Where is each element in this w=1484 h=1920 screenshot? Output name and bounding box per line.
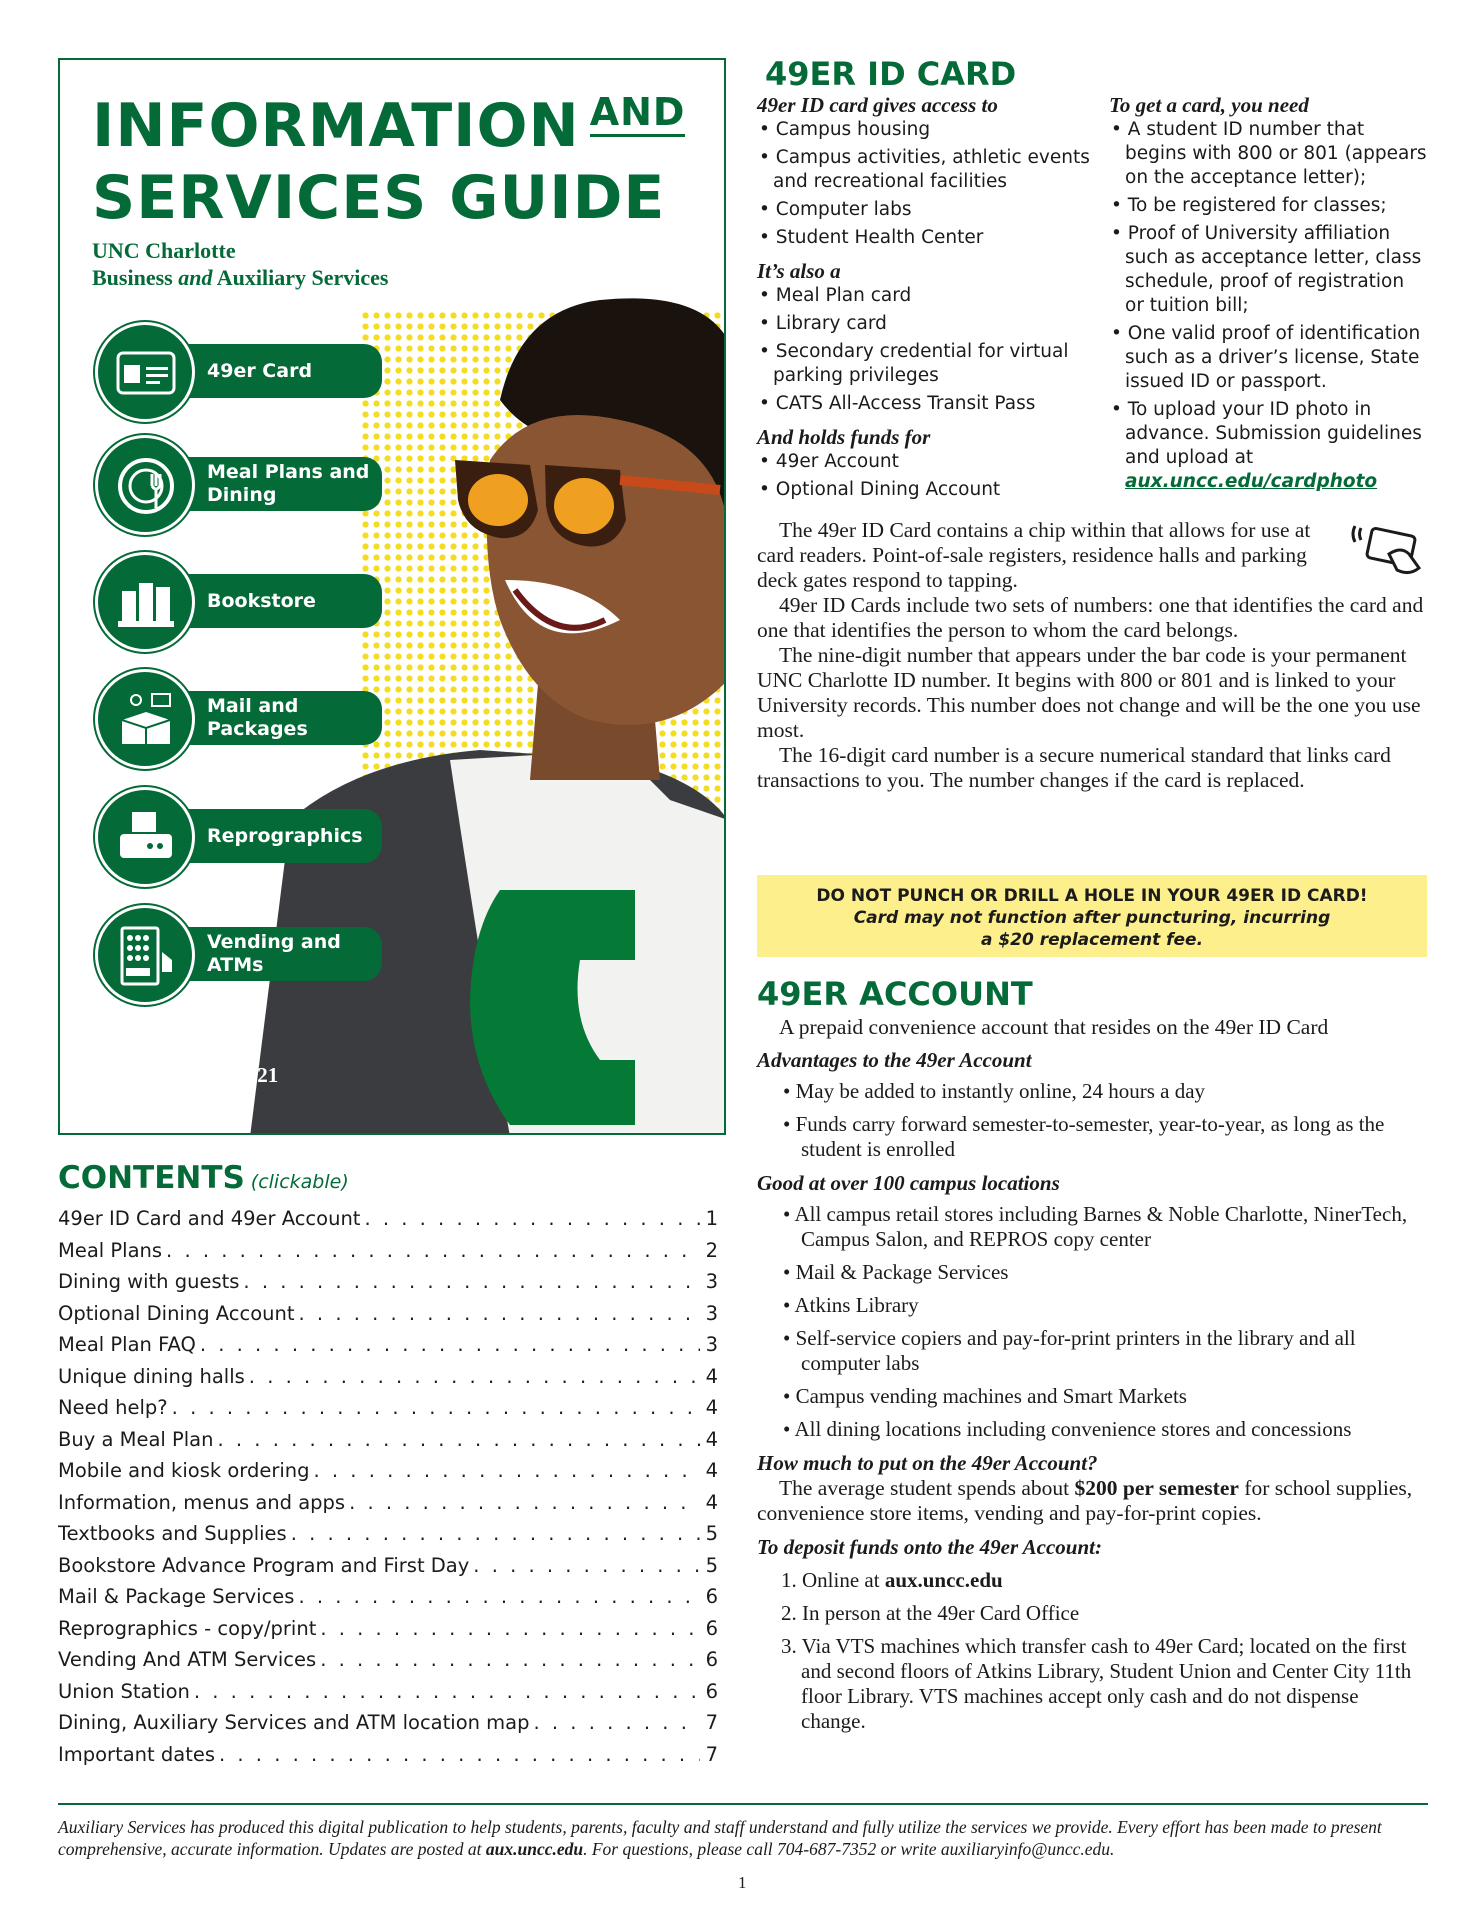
toc-label: Optional Dining Account <box>58 1301 295 1325</box>
deposit-item: 1. Online at aux.uncc.edu <box>781 1568 1003 1592</box>
advantage-item: • Funds carry forward semester-to-semester, year-to-year, as long as the student is enrolled <box>779 1112 1427 1162</box>
id-card-left-col <box>757 92 1095 506</box>
toc-page: 7 <box>705 1742 718 1766</box>
toc-leader <box>299 1302 700 1325</box>
title-line-1: INFORMATION <box>92 91 580 161</box>
toc-leader <box>534 1711 700 1734</box>
cardphoto-link[interactable]: aux.uncc.edu/cardphoto <box>1125 471 1378 492</box>
toc-label: 49er ID Card and 49er Account <box>58 1207 361 1231</box>
toc-leader <box>298 1585 700 1608</box>
footer-text <box>58 1816 1428 1860</box>
toc-page: 4 <box>705 1396 718 1420</box>
advantage-item: • May be added to instantly online, 24 hours a day <box>779 1079 1427 1104</box>
advantages-heading: Advantages to the 49er Account <box>757 1048 1032 1072</box>
how-much-b: for school supplies, convenience store items, vending and pay-for-print copies. <box>757 1476 1413 1525</box>
toc-page: 1 <box>705 1207 718 1231</box>
title-and: AND <box>590 90 686 137</box>
toc-page: 4 <box>705 1427 718 1451</box>
service-label: Vending and ATMs <box>155 927 382 981</box>
also-item: • Secondary credential for virtual parking privileges <box>757 340 1095 388</box>
toc-entry[interactable] <box>58 1392 718 1424</box>
toc-entry[interactable] <box>58 1329 718 1361</box>
toc-leader <box>473 1554 700 1577</box>
toc-entry[interactable] <box>58 1235 718 1267</box>
access-item: • Student Health Center <box>757 226 1095 250</box>
footer-text-b: . For questions, please call 704-687-7352 or write auxiliaryinfo@uncc.edu. <box>583 1839 1115 1859</box>
how-much-heading: How much to put on the 49er Account? <box>757 1451 1098 1475</box>
warning-line-1: DO NOT PUNCH OR DRILL A HOLE IN YOUR 49ER ID CARD! <box>816 886 1368 906</box>
cover-panel <box>58 58 726 1135</box>
funds-item: • Optional Dining Account <box>757 478 1095 502</box>
toc-entry[interactable] <box>58 1707 718 1739</box>
toc-entry[interactable] <box>58 1203 718 1235</box>
toc-leader <box>320 1617 700 1640</box>
account-intro: A prepaid convenience account that resides on the 49er ID Card <box>779 1015 1329 1039</box>
service-label: 49er Card <box>155 344 382 398</box>
access-list <box>757 118 1095 250</box>
toc-label: Textbooks and Supplies <box>58 1522 287 1546</box>
toc-entry[interactable] <box>58 1424 718 1456</box>
toc-label: Bookstore Advance Program and First Day <box>58 1553 470 1577</box>
deposit-item: 2. In person at the 49er Card Office <box>781 1601 1080 1625</box>
need-item: • A student ID number that begins with 800 or 801 (appears on the acceptance letter); <box>1109 118 1427 190</box>
service-label: Reprographics <box>155 809 382 863</box>
need-list <box>1109 118 1427 394</box>
location-item: • All campus retail stores including Barnes & Noble Charlotte, NinerTech, Campus Salon, and REPROS copy center <box>779 1202 1427 1252</box>
toc-label: Important dates <box>58 1742 215 1766</box>
toc-page: 4 <box>705 1364 718 1388</box>
toc-leader <box>166 1239 700 1262</box>
toc-label: Need help? <box>58 1396 168 1420</box>
org-line-2 <box>92 264 388 291</box>
id-paragraph-4: The 16-digit card number is a secure numerical standard that links card transactions to you. The number changes if the card is replaced. <box>757 743 1391 792</box>
page-number: 1 <box>738 1873 747 1892</box>
id-card-right-col <box>1109 92 1427 506</box>
package-icon <box>95 669 195 769</box>
id-paragraph-3: The nine-digit number that appears under the bar code is your permanent UNC Charlotte ID number. It begins with 800 or 801 and is linked to your University records. This number does not change and will be the one you use most. <box>757 643 1421 742</box>
vending-machine-icon <box>95 905 195 1005</box>
funds-list <box>757 450 1095 502</box>
toc-page: 5 <box>705 1553 718 1577</box>
id-card-heading: 49ER ID CARD <box>765 55 1017 93</box>
toc-page: 7 <box>705 1711 718 1735</box>
service-label: Meal Plans and Dining <box>155 457 382 511</box>
access-item: • Campus activities, athletic events and recreational facilities <box>757 146 1095 194</box>
access-heading: 49er ID card gives access to <box>757 93 998 117</box>
tap-card-icon <box>1349 524 1427 576</box>
contents-title <box>58 1160 349 1196</box>
need-item: • Proof of University affiliation such as acceptance letter, class schedule, proof of registration or tuition bill; <box>1109 222 1427 318</box>
id-paragraph-1: The 49er ID Card contains a chip within that allows for use at card readers. Point-of-sale registers, residence halls and parking deck gates respond to tapping. <box>757 518 1311 592</box>
toc-label: Unique dining halls <box>58 1364 245 1388</box>
org-auxiliary: Auxiliary Services <box>212 265 389 290</box>
also-item: • Meal Plan card <box>757 284 1095 308</box>
toc-page: 3 <box>705 1270 718 1294</box>
deposit-url[interactable]: aux.uncc.edu <box>884 1568 1003 1592</box>
toc-entry[interactable] <box>58 1550 718 1582</box>
locations-list <box>757 1202 1427 1442</box>
toc-leader <box>172 1396 700 1419</box>
books-icon <box>95 552 195 652</box>
how-much-a: The average student spends about <box>779 1476 1075 1500</box>
id-card-icon <box>95 322 195 422</box>
org-and: and <box>178 265 213 290</box>
org-line-1: UNC Charlotte <box>92 238 236 263</box>
need-item: • To be registered for classes; <box>1109 194 1427 218</box>
cover-title <box>92 90 685 234</box>
location-item: • All dining locations including convenience stores and concessions <box>779 1417 1427 1442</box>
service-reprographics[interactable] <box>95 787 385 887</box>
service-bookstore[interactable] <box>95 552 385 652</box>
toc-entry[interactable] <box>58 1644 718 1676</box>
toc-label: Meal Plans <box>58 1238 163 1262</box>
good-at-heading: Good at over 100 campus locations <box>757 1171 1060 1195</box>
account-section <box>757 976 1427 1742</box>
funds-heading: And holds funds for <box>757 425 931 449</box>
also-item: • Library card <box>757 312 1095 336</box>
toc-leader <box>194 1680 700 1703</box>
org-business: Business <box>92 265 179 290</box>
warning-line-2: Card may not function after puncturing, incurring a $20 replacement fee. <box>853 908 1331 950</box>
toc-page: 3 <box>705 1333 718 1357</box>
dining-plate-icon <box>95 435 195 535</box>
toc-label: Mobile and kiosk ordering <box>58 1459 310 1483</box>
toc-leader <box>249 1365 700 1388</box>
toc-entry[interactable] <box>58 1361 718 1393</box>
also-list <box>757 284 1095 416</box>
how-much-text <box>757 1476 1427 1526</box>
toc-page: 3 <box>705 1301 718 1325</box>
toc-page: 5 <box>705 1522 718 1546</box>
toc-leader <box>314 1459 701 1482</box>
toc-entry[interactable] <box>58 1487 718 1519</box>
deposit-item: 3. Via VTS machines which transfer cash to 49er Card; located on the first and second floors of Atkins Library, Student Union and Center City 11th floor Library. VTS machines accept only cash and do not dispense change. <box>781 1634 1412 1733</box>
footer-text-a: Auxiliary Services has produced this digital publication to help students, parents, faculty and staff understand and fully utilize the services we provide. Every effort has been made to present comprehensive, accurate information. Updates are posted at <box>58 1817 1382 1859</box>
location-item: • Atkins Library <box>779 1293 1427 1318</box>
advantages-list <box>757 1079 1427 1162</box>
service-label: Mail and Packages <box>155 691 382 745</box>
toc-label: Vending And ATM Services <box>58 1648 317 1672</box>
toc-leader <box>320 1648 700 1671</box>
upload-item <box>1109 398 1427 494</box>
upload-text: To upload your ID photo in advance. Submission guidelines and upload at <box>1125 399 1422 468</box>
toc-label: Union Station <box>58 1679 190 1703</box>
toc-leader <box>349 1491 700 1514</box>
location-item: • Mail & Package Services <box>779 1260 1427 1285</box>
toc-label: Mail & Package Services <box>58 1585 295 1609</box>
toc-entry[interactable] <box>58 1518 718 1550</box>
toc-page: 4 <box>705 1490 718 1514</box>
service-49er-card[interactable] <box>95 322 385 422</box>
toc-label: Reprographics - copy/print <box>58 1616 317 1640</box>
service-vending-atms[interactable] <box>95 905 385 1005</box>
how-much-amount: $200 per semester <box>1074 1476 1239 1500</box>
toc-label: Dining with guests <box>58 1270 240 1294</box>
deposit-heading: To deposit funds onto the 49er Account: <box>757 1535 1102 1559</box>
footer-divider <box>58 1803 1428 1805</box>
toc-page: 6 <box>705 1616 718 1640</box>
service-mail-packages[interactable] <box>95 669 385 769</box>
toc-page: 6 <box>705 1679 718 1703</box>
table-of-contents <box>58 1203 718 1770</box>
id-card-paragraphs <box>757 518 1427 793</box>
toc-leader <box>364 1207 700 1230</box>
toc-leader <box>291 1522 700 1545</box>
toc-entry[interactable] <box>58 1455 718 1487</box>
toc-entry[interactable] <box>58 1676 718 1708</box>
upload-list <box>1109 398 1427 494</box>
toc-entry[interactable] <box>58 1266 718 1298</box>
printer-icon <box>95 787 195 887</box>
toc-page: 6 <box>705 1585 718 1609</box>
id-paragraph-2: 49er ID Cards include two sets of numbers: one that identifies the card and one that identifies the person to whom the card belongs. <box>757 593 1424 642</box>
toc-label: Information, menus and apps <box>58 1490 346 1514</box>
access-item: • Computer labs <box>757 198 1095 222</box>
warning-box <box>757 875 1427 957</box>
toc-entry[interactable] <box>58 1613 718 1645</box>
need-item: • One valid proof of identification such as a driver’s license, State issued ID or passport. <box>1109 322 1427 394</box>
deposit-list <box>757 1568 1427 1734</box>
footer-url[interactable]: aux.uncc.edu <box>485 1839 584 1859</box>
deposit-vts: Via VTS machines which transfer cash to 49er Card; located on the first and second floors of Atkins Library, Student Union and Center City 11th floor Library. VTS machines accept only cash and do not dispense change. <box>801 1634 1412 1733</box>
service-label: Bookstore <box>155 574 382 628</box>
toc-page: 2 <box>705 1238 718 1262</box>
location-item: • Self-service copiers and pay-for-print printers in the library and all computer labs <box>779 1326 1427 1376</box>
toc-leader <box>243 1270 700 1293</box>
toc-entry[interactable] <box>58 1739 718 1771</box>
toc-leader <box>218 1428 701 1451</box>
deposit-in-person: In person at the 49er Card Office <box>802 1601 1080 1625</box>
toc-label: Meal Plan FAQ <box>58 1333 196 1357</box>
toc-leader <box>200 1333 700 1356</box>
location-item: • Campus vending machines and Smart Markets <box>779 1384 1427 1409</box>
funds-item: • 49er Account <box>757 450 1095 474</box>
toc-label: Buy a Meal Plan <box>58 1427 214 1451</box>
contents-note: (clickable) <box>250 1171 349 1193</box>
term-label: Fall 2021 <box>196 1063 279 1087</box>
contents-heading: CONTENTS <box>58 1160 245 1196</box>
also-heading: It’s also a <box>757 259 841 283</box>
right-column <box>757 56 1427 793</box>
toc-page: 6 <box>705 1648 718 1672</box>
need-heading: To get a card, you need <box>1109 93 1309 117</box>
toc-leader <box>219 1743 700 1766</box>
toc-entry[interactable] <box>58 1581 718 1613</box>
service-meal-plans[interactable] <box>95 435 385 535</box>
toc-label: Dining, Auxiliary Services and ATM location map <box>58 1711 530 1735</box>
access-item: • Campus housing <box>757 118 1095 142</box>
toc-page: 4 <box>705 1459 718 1483</box>
cover-org <box>92 237 388 291</box>
account-heading: 49ER ACCOUNT <box>757 975 1033 1013</box>
title-line-2: SERVICES GUIDE <box>92 163 666 233</box>
also-item: • CATS All-Access Transit Pass <box>757 392 1095 416</box>
deposit-online: Online at <box>802 1568 885 1592</box>
toc-entry[interactable] <box>58 1298 718 1330</box>
